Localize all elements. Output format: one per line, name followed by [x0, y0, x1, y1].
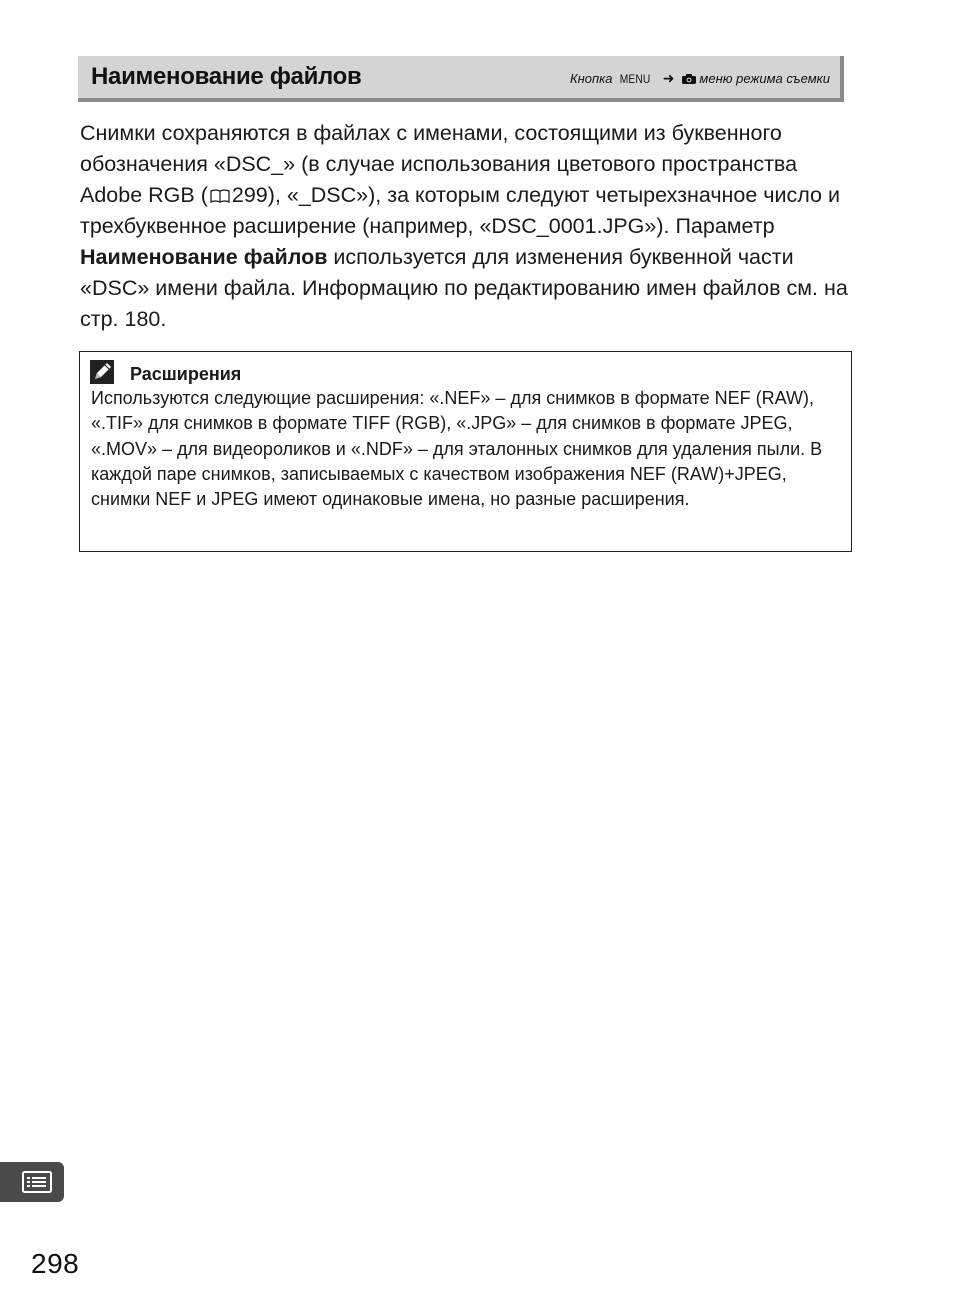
section-title: Наименование файлов	[91, 63, 362, 90]
page-number: 298	[31, 1248, 80, 1279]
body-text-part3: используется для изменения буквенной части «DSC» имени файла. Информацию по редактированию имен файлов см. на стр. 180.	[80, 245, 848, 331]
book-icon	[210, 189, 230, 203]
menu-button-label: MENU	[619, 71, 650, 86]
body-text-part1: Снимки сохраняются в файлах с именами, состоящими из буквенного обозначения «DSC_» (в случае использования цветового пространства Adobe RGB (	[80, 121, 798, 207]
note-title: Расширения	[130, 364, 242, 384]
bold-term: Наименование файлов	[80, 245, 328, 269]
note-text: Используются следующие расширения: «.NEF» – для снимков в формате NEF (RAW), «.TIF» для снимков в формате TIFF (RGB), «.JPG» – для снимков в формате JPEG, «.MOV» – для видеороликов и «.NDF» – для эталонных снимков для удаления пыли. В каждой паре снимков, записываемых с качеством изображения NEF (RAW)+JPEG, снимки NEF и JPEG имеют одинаковые имена, но разные расширения.	[91, 388, 823, 510]
arrow-icon: ➜	[662, 70, 675, 86]
pencil-icon	[90, 360, 114, 384]
menu-list-icon	[22, 1171, 52, 1193]
section-header	[78, 56, 844, 102]
note-box	[79, 351, 852, 552]
body-text-part2: ), «_DSC»), за которым следуют четырехзначное число и трехбуквенное расширение (например, «DSC_0001.JPG»). Параметр	[80, 183, 840, 238]
camera-icon	[682, 74, 696, 84]
note-header	[90, 358, 241, 385]
menu-guide-tab[interactable]	[0, 1162, 64, 1202]
nav-button-label: Кнопка	[569, 71, 613, 86]
page-reference-link[interactable]: 299	[231, 183, 268, 207]
body-paragraph	[80, 118, 860, 335]
menu-path	[570, 70, 830, 87]
menu-name: меню режима съемки	[699, 71, 830, 86]
